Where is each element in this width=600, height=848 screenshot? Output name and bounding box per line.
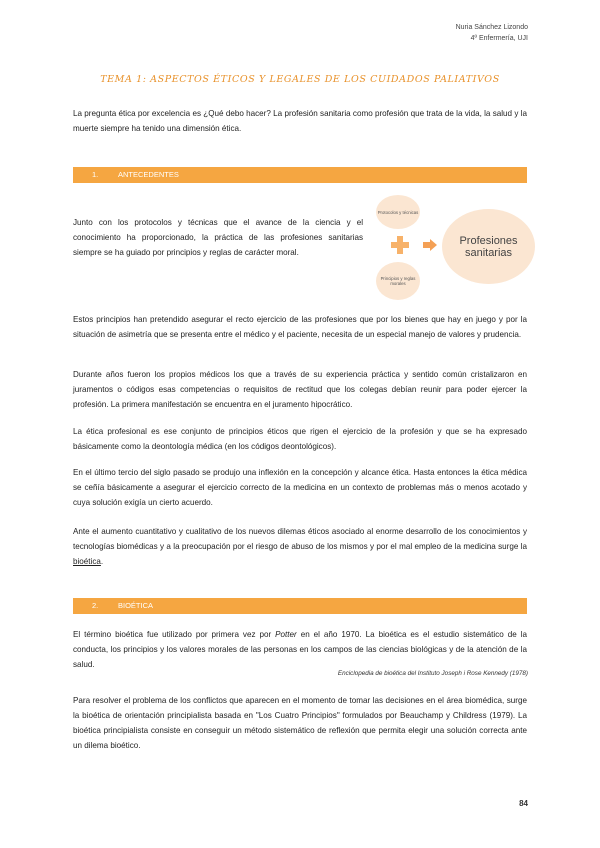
bioetica-paragraph-2: Para resolver el problema de los conflictos que aparecen en el momento de tomar las decisiones en el área biomédica, surge la bioética de orientación principialista basada en "Los Cuatro Principios" formulados por Beauchamp y Childress (1979). La bioética principialista consiste en conseguir un método sistemático de reflexión que permita elegir una solución correcta ante un dilema bioético. <box>73 696 527 750</box>
antecedentes-paragraph-5: En el último tercio del siglo pasado se produjo una inflexión en la concepción y alcance ética. Hasta entonces la ética médica se ceñía básicamente a asegurar el ejercicio correcto de la medicina en un contexto de problemas más o menos acotado y cuya solución exigía un cierto acuerdo. <box>73 468 527 507</box>
intro-paragraph: La pregunta ética por excelencia es ¿Qué debo hacer? La profesión sanitaria como profesión que trata de la vida, la salud y la muerte siempre ha tenido una dimensión ética. <box>73 109 527 133</box>
section-header-bioetica <box>73 598 527 614</box>
author-name: Nuria Sánchez Lizondo <box>455 24 528 31</box>
bioetica-paragraph-1 <box>73 627 527 672</box>
paragraph-text: Ante el aumento cuantitativo y cualitativo de los nuevos dilemas éticos asociado al enorme desarrollo de los conocimientos y tecnologías biomédicas y a la preocupación por el riesgo de abuso de los mismos y por el mal empleo de la medicina surge la <box>73 527 527 551</box>
document-title: TEMA 1: ASPECTOS ÉTICOS Y LEGALES DE LOS CUIDADOS PALIATIVOS <box>100 74 500 85</box>
bioetica-link[interactable]: bioética <box>73 557 101 566</box>
paragraph-text: El término bioética fue utilizado por primera vez por <box>73 630 276 639</box>
arrow-right-icon <box>423 239 437 251</box>
paragraph-text-continued: en el año 1970. La bioética es el estudio sistemático de la conducta, los principios y los valores morales de las personas en los campos de las ciencias biológicas y de la atención de la salud. <box>73 630 527 669</box>
paragraph-end: . <box>100 557 104 566</box>
page-number: 84 <box>519 799 528 808</box>
section-header-antecedentes <box>73 167 527 183</box>
principles-circle: Principios y reglas morales <box>376 262 420 300</box>
section-title: ANTECEDENTES <box>118 170 179 179</box>
antecedentes-paragraph-1: Junto con los protocolos y técnicas que el avance de la ciencia y el conocimiento ha proporcionado, la práctica de las profesiones sanitarias siempre se ha guiado por principios y reglas de carácter moral. <box>73 218 363 257</box>
professions-circle: Profesiones sanitarias <box>442 209 535 284</box>
antecedentes-paragraph-2: Estos principios han pretendido asegurar el recto ejercicio de las profesiones que por los bienes que hay en juego y por la situación de asimetría que se presenta entre el médico y el paciente, necesita de un especial manejo de valores y prudencia. <box>73 315 527 339</box>
section-number: 1. <box>92 170 99 179</box>
section-title: BIOÉTICA <box>118 601 154 610</box>
author-potter: Potter <box>275 630 297 639</box>
course-name: 4º Enfermería, UJI <box>470 35 528 42</box>
professions-diagram <box>368 195 538 300</box>
citation: Enciclopedia de bioética del Instituto Joseph i Rose Kennedy (1978) <box>337 670 528 677</box>
antecedentes-paragraph-4: La ética profesional es ese conjunto de principios éticos que rigen el ejercicio de la profesión y que se ha expresado básicamente como la deontología médica (en los códigos deontológicos). <box>73 427 527 451</box>
section-number: 2. <box>92 601 99 610</box>
antecedentes-paragraph-6 <box>73 524 527 569</box>
plus-icon <box>390 235 410 255</box>
page-header <box>456 22 528 44</box>
antecedentes-paragraph-3: Durante años fueron los propios médicos los que a través de su experiencia práctica y sentido común cristalizaron en juramentos o códigos esas competencias o requisitos de rectitud que los colegas debían reunir para poder ejercer la profesión. La primera manifestación se encuentra en el juramento hipocrático. <box>73 370 527 409</box>
protocols-circle: Protocolos y técnicas <box>376 195 420 229</box>
